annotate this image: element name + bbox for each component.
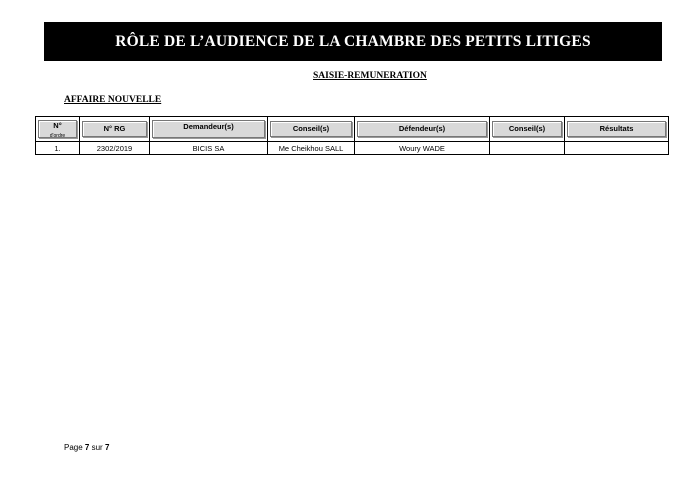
section-heading: AFFAIRE NOUVELLE [64, 95, 162, 105]
cell-results [565, 142, 669, 155]
document-title [44, 22, 662, 61]
table-header-row [36, 117, 669, 142]
cell-order: 1. [36, 142, 80, 155]
column-header-results: Résultats [565, 117, 669, 142]
page-separator: sur [91, 443, 103, 452]
column-header-plaintiff: Demandeur(s) [150, 117, 268, 142]
cell-counsel-plaintiff: Me Cheikhou SALL [268, 142, 355, 155]
page-label: Page [64, 443, 83, 452]
cell-plaintiff: BICIS SA [150, 142, 268, 155]
document-subtitle: SAISIE-REMUNERATION [313, 71, 427, 81]
column-header-counsel-plaintiff: Conseil(s) [268, 117, 355, 142]
cell-counsel-defendant [490, 142, 565, 155]
cell-rg: 2302/2019 [80, 142, 150, 155]
page-total: 7 [104, 443, 110, 452]
column-header-counsel-defendant: Conseil(s) [490, 117, 565, 142]
order-header-line1: N° [53, 121, 62, 130]
cell-defendant: Woury WADE [355, 142, 490, 155]
page-footer [64, 443, 109, 452]
order-header-line2: d'ordre [49, 133, 66, 139]
column-header-rg: N° RG [80, 117, 150, 142]
table-row [36, 142, 669, 155]
cases-table [35, 116, 669, 155]
document-title-text: RÔLE DE L’AUDIENCE DE LA CHAMBRE DES PETITS LITIGES [115, 32, 591, 50]
page-number: 7 [84, 443, 90, 452]
column-header-defendant: Défendeur(s) [355, 117, 490, 142]
column-header-order [36, 117, 80, 142]
